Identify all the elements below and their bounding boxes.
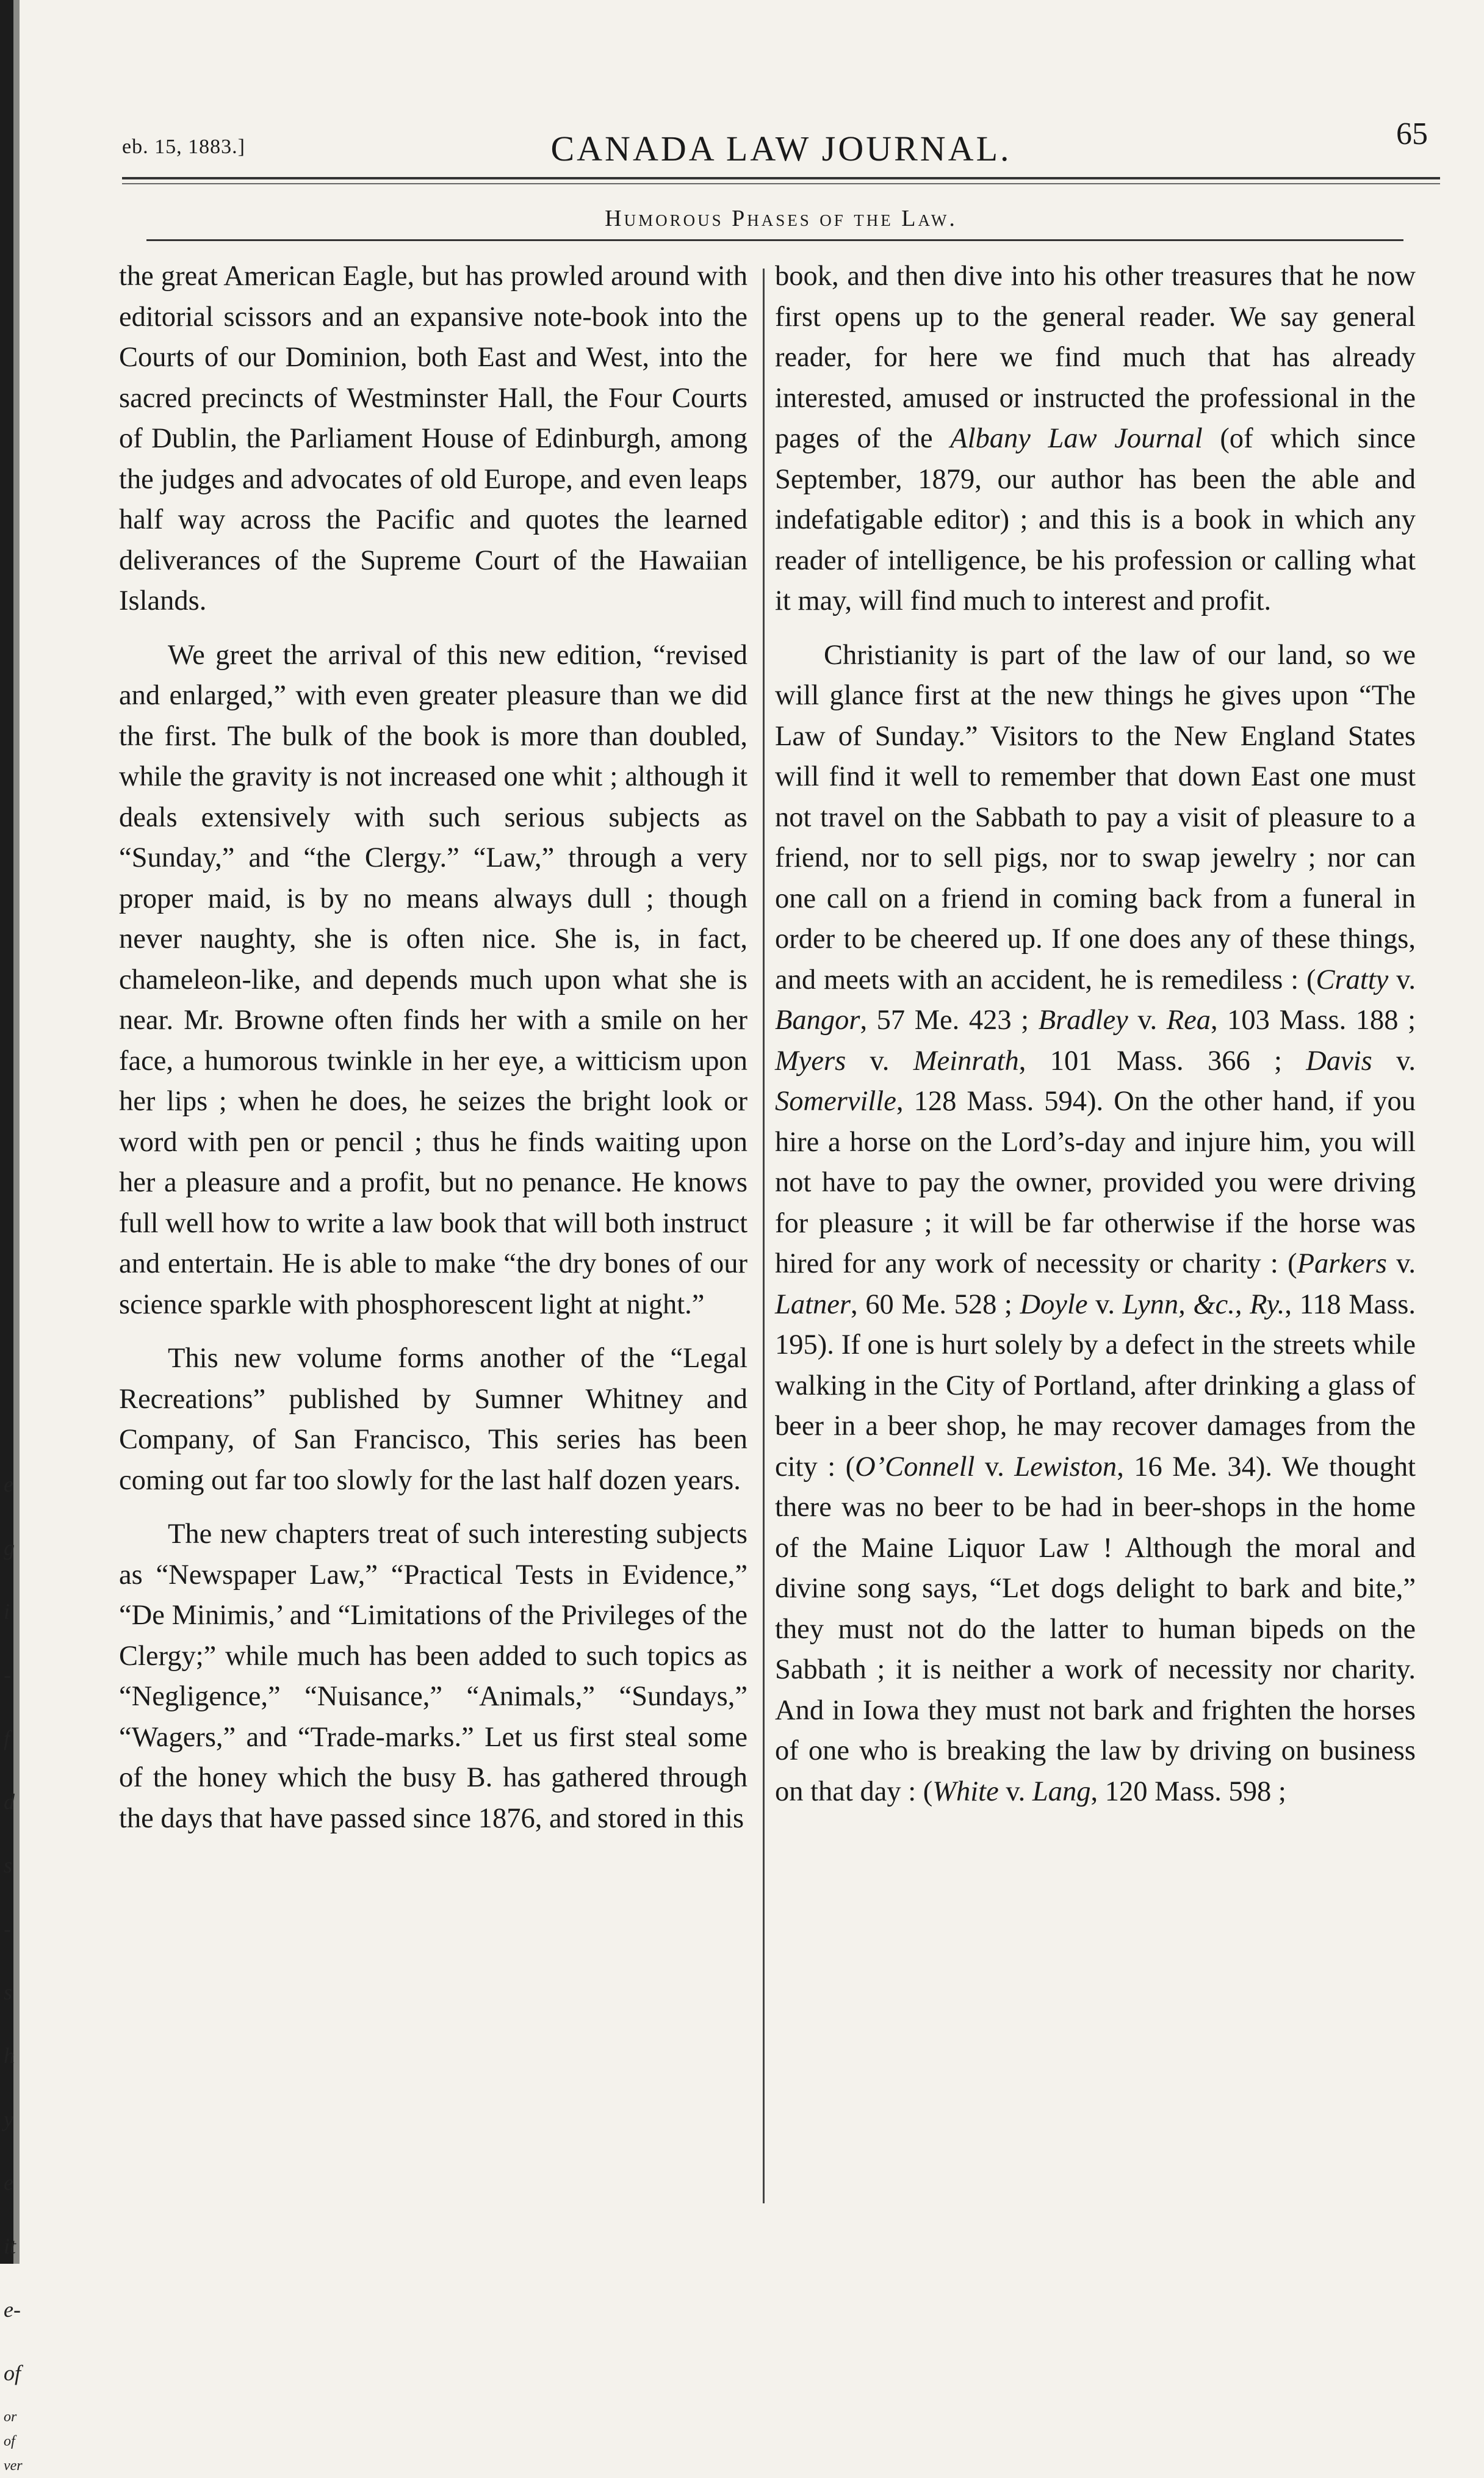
margin-fragment: e: [4, 2170, 13, 2195]
margin-fragment: or: [4, 2409, 17, 2425]
margin-fragment: i: [4, 1599, 10, 1624]
margin-fragment: s: [4, 1853, 13, 1877]
case-name: Meinrath: [913, 1045, 1019, 1077]
case-name: Myers: [775, 1045, 846, 1077]
section-rule: [146, 239, 1403, 241]
margin-fragments: [0, 1453, 37, 2478]
case-name: Cratty: [1316, 964, 1389, 995]
case-name: Doyle: [1020, 1288, 1088, 1320]
case-name: Somerville: [775, 1086, 896, 1117]
margin-fragment: it: [4, 2234, 16, 2258]
paragraph: the great American Eagle, but has prowled around with editorial scissors and an expansive note-book into the Courts of our Dominion, both East and West, into the sacred precincts of Westminster Hall, the Four Courts of Dublin, the Parliament House of Edinburgh, among the judges and advocates of old Europe, and even leaps half way across the Pacific and quotes the learned deliverances of the Supreme Court of the Hawaiian Islands.: [119, 261, 747, 616]
margin-fragment: f: [4, 1726, 10, 1750]
margin-fragment: e: [4, 1472, 13, 1497]
paragraph: We greet the arrival of this new edition, “revised and enlarged,” with even greater pleasure than we did the first. The bulk of the book is more than doubled, while the gravity is not increased one whit ; although it deals extensively with such serious subjects as “Sunday,” and “the Clergy.” “Law,” through a very proper maid, is by no means always dull ; though never naughty, she is often nice. She is, in fact, chameleon-like, and depends much upon what she is near. Mr. Browne often finds her with a smile on her face, a humorous twinkle in her eye, a witticism upon her lips ; when he does, he seizes the bright look or word with pen or pencil ; thus he finds waiting upon her a pleasure and a profit, but no penance. He knows full well how to write a law book that will both instruct and entertain. He is able to make “the dry bones of our science sparkle with phosphorescent light at night.”: [119, 639, 747, 1320]
issue-date: eb. 15, 1883.]: [122, 135, 245, 158]
margin-fragment: s: [4, 1980, 13, 2004]
margin-fragment: d: [4, 1790, 15, 1814]
margin-fragment: -: [4, 1663, 11, 1687]
margin-fragment: g: [4, 1536, 15, 1560]
page-number: 65: [1396, 117, 1428, 151]
paragraph: The new chapters treat of such interesting subjects as “Newspaper Law,” “Practical Tests in Evidence,” “De Minimis,’ and “Limitations of the Privileges of the Clergy;” while much has been added to such topics as “Negligence,” “Nuisance,” “Animals,” “Sundays,” “Wagers,” and “Trade-marks.” Let us first steal some of the honey which the busy B. has gathered through the days that have passed since 1876, and stored in this: [119, 1519, 747, 1834]
right-column: [775, 256, 1416, 1812]
margin-fragment: h: [4, 2043, 15, 2068]
left-column: [119, 256, 747, 1839]
margin-fragment: of: [4, 2433, 15, 2449]
margin-fragment: of: [4, 2361, 21, 2385]
section-title: Humorous Phases of the Law.: [605, 206, 957, 231]
case-name: Rea: [1166, 1005, 1211, 1036]
case-name: Latner: [775, 1288, 851, 1320]
case-name: Davis: [1306, 1045, 1372, 1077]
paragraph: Christianity is part of the law of our land, so we will glance first at the new things he gives upon “The Law of Sunday.” Visitors to the New England States will find it well to remember that down East one must not travel on the Sabbath to pay a visit of pleasure to a friend, nor to sell pigs, nor to swap jewelry ; nor can one call on a friend in coming back from a funeral in order to be cheered up. If one does any of these things, and meets with an accident, he is remediless : (Cratty v. Bangor, 57 Me. 423 ; Bradley v. Rea, 103 Mass. 188 ; Myers v. Meinrath, 101 Mass. 366 ; Davis v. Somerville, 128 Mass. 594). On the other hand, if you hire a horse on the Lord’s-day and injure him, you will not have to pay the owner, provided you were driving for pleasure ; it will be far otherwise if the horse was hired for any work of necessity or charity : (Parkers v. Latner, 60 Me. 528 ; Doyle v. Lynn, &c., Ry., 118 Mass. 195). If one is hurt solely by a defect in the streets while walking in the City of Portland, after drinking a glass of beer in a beer shop, he may recover damages from the city : (O’Connell v. Lewiston, 16 Me. 34). We thought there was no beer to be had in beer-shops in the home of the Maine Liquor Law ! Although the moral and divine song says, “Let dogs delight to bark and bite,” they must not do the latter to human bipeds on the Sabbath ; it is neither a work of necessity nor charity. And in Iowa they must not bark and frighten the horses of one who is breaking the law by driving on business on that day : (White v. Lang, 120 Mass. 598 ;: [775, 639, 1416, 1807]
journal-title: CANADA LAW JOURNAL.: [550, 129, 1012, 168]
column-divider: [763, 269, 765, 2203]
case-name: White: [932, 1775, 999, 1807]
case-name: Lang: [1032, 1775, 1091, 1807]
case-name: Bangor: [775, 1005, 860, 1036]
margin-fragment: y: [4, 2107, 13, 2131]
case-name: Lewiston: [1014, 1451, 1117, 1483]
case-name: Parkers: [1297, 1248, 1387, 1279]
case-name: Bradley: [1038, 1005, 1128, 1036]
margin-fragment: e-: [4, 2297, 21, 2322]
case-name: Lynn, &c., Ry.: [1122, 1288, 1285, 1320]
italic-title: Albany Law Journal: [950, 423, 1203, 454]
case-name: O’Connell: [855, 1451, 975, 1483]
header-rule: [122, 177, 1440, 179]
margin-fragment: ver: [4, 2458, 23, 2474]
paragraph: book, and then dive into his other treasures that he now first opens up to the general reader. We say general reader, for here we find much that has already interested, amused or instructed the professional in the pages of the Albany Law Journal (of which since September, 1879, our author has been the able and indefatigable editor) ; and this is a book in which any reader of intelligence, be his profession or calling what it may, will find much to interest and profit.: [775, 261, 1416, 616]
paragraph: This new volume forms another of the “Legal Recreations” published by Sumner Whitney and Company, of San Francisco, This series has been coming out far too slowly for the last half dozen years.: [119, 1343, 747, 1496]
page-header: [122, 104, 1440, 177]
header-rule-thin: [122, 183, 1440, 184]
margin-fragment: -: [4, 1916, 11, 1941]
